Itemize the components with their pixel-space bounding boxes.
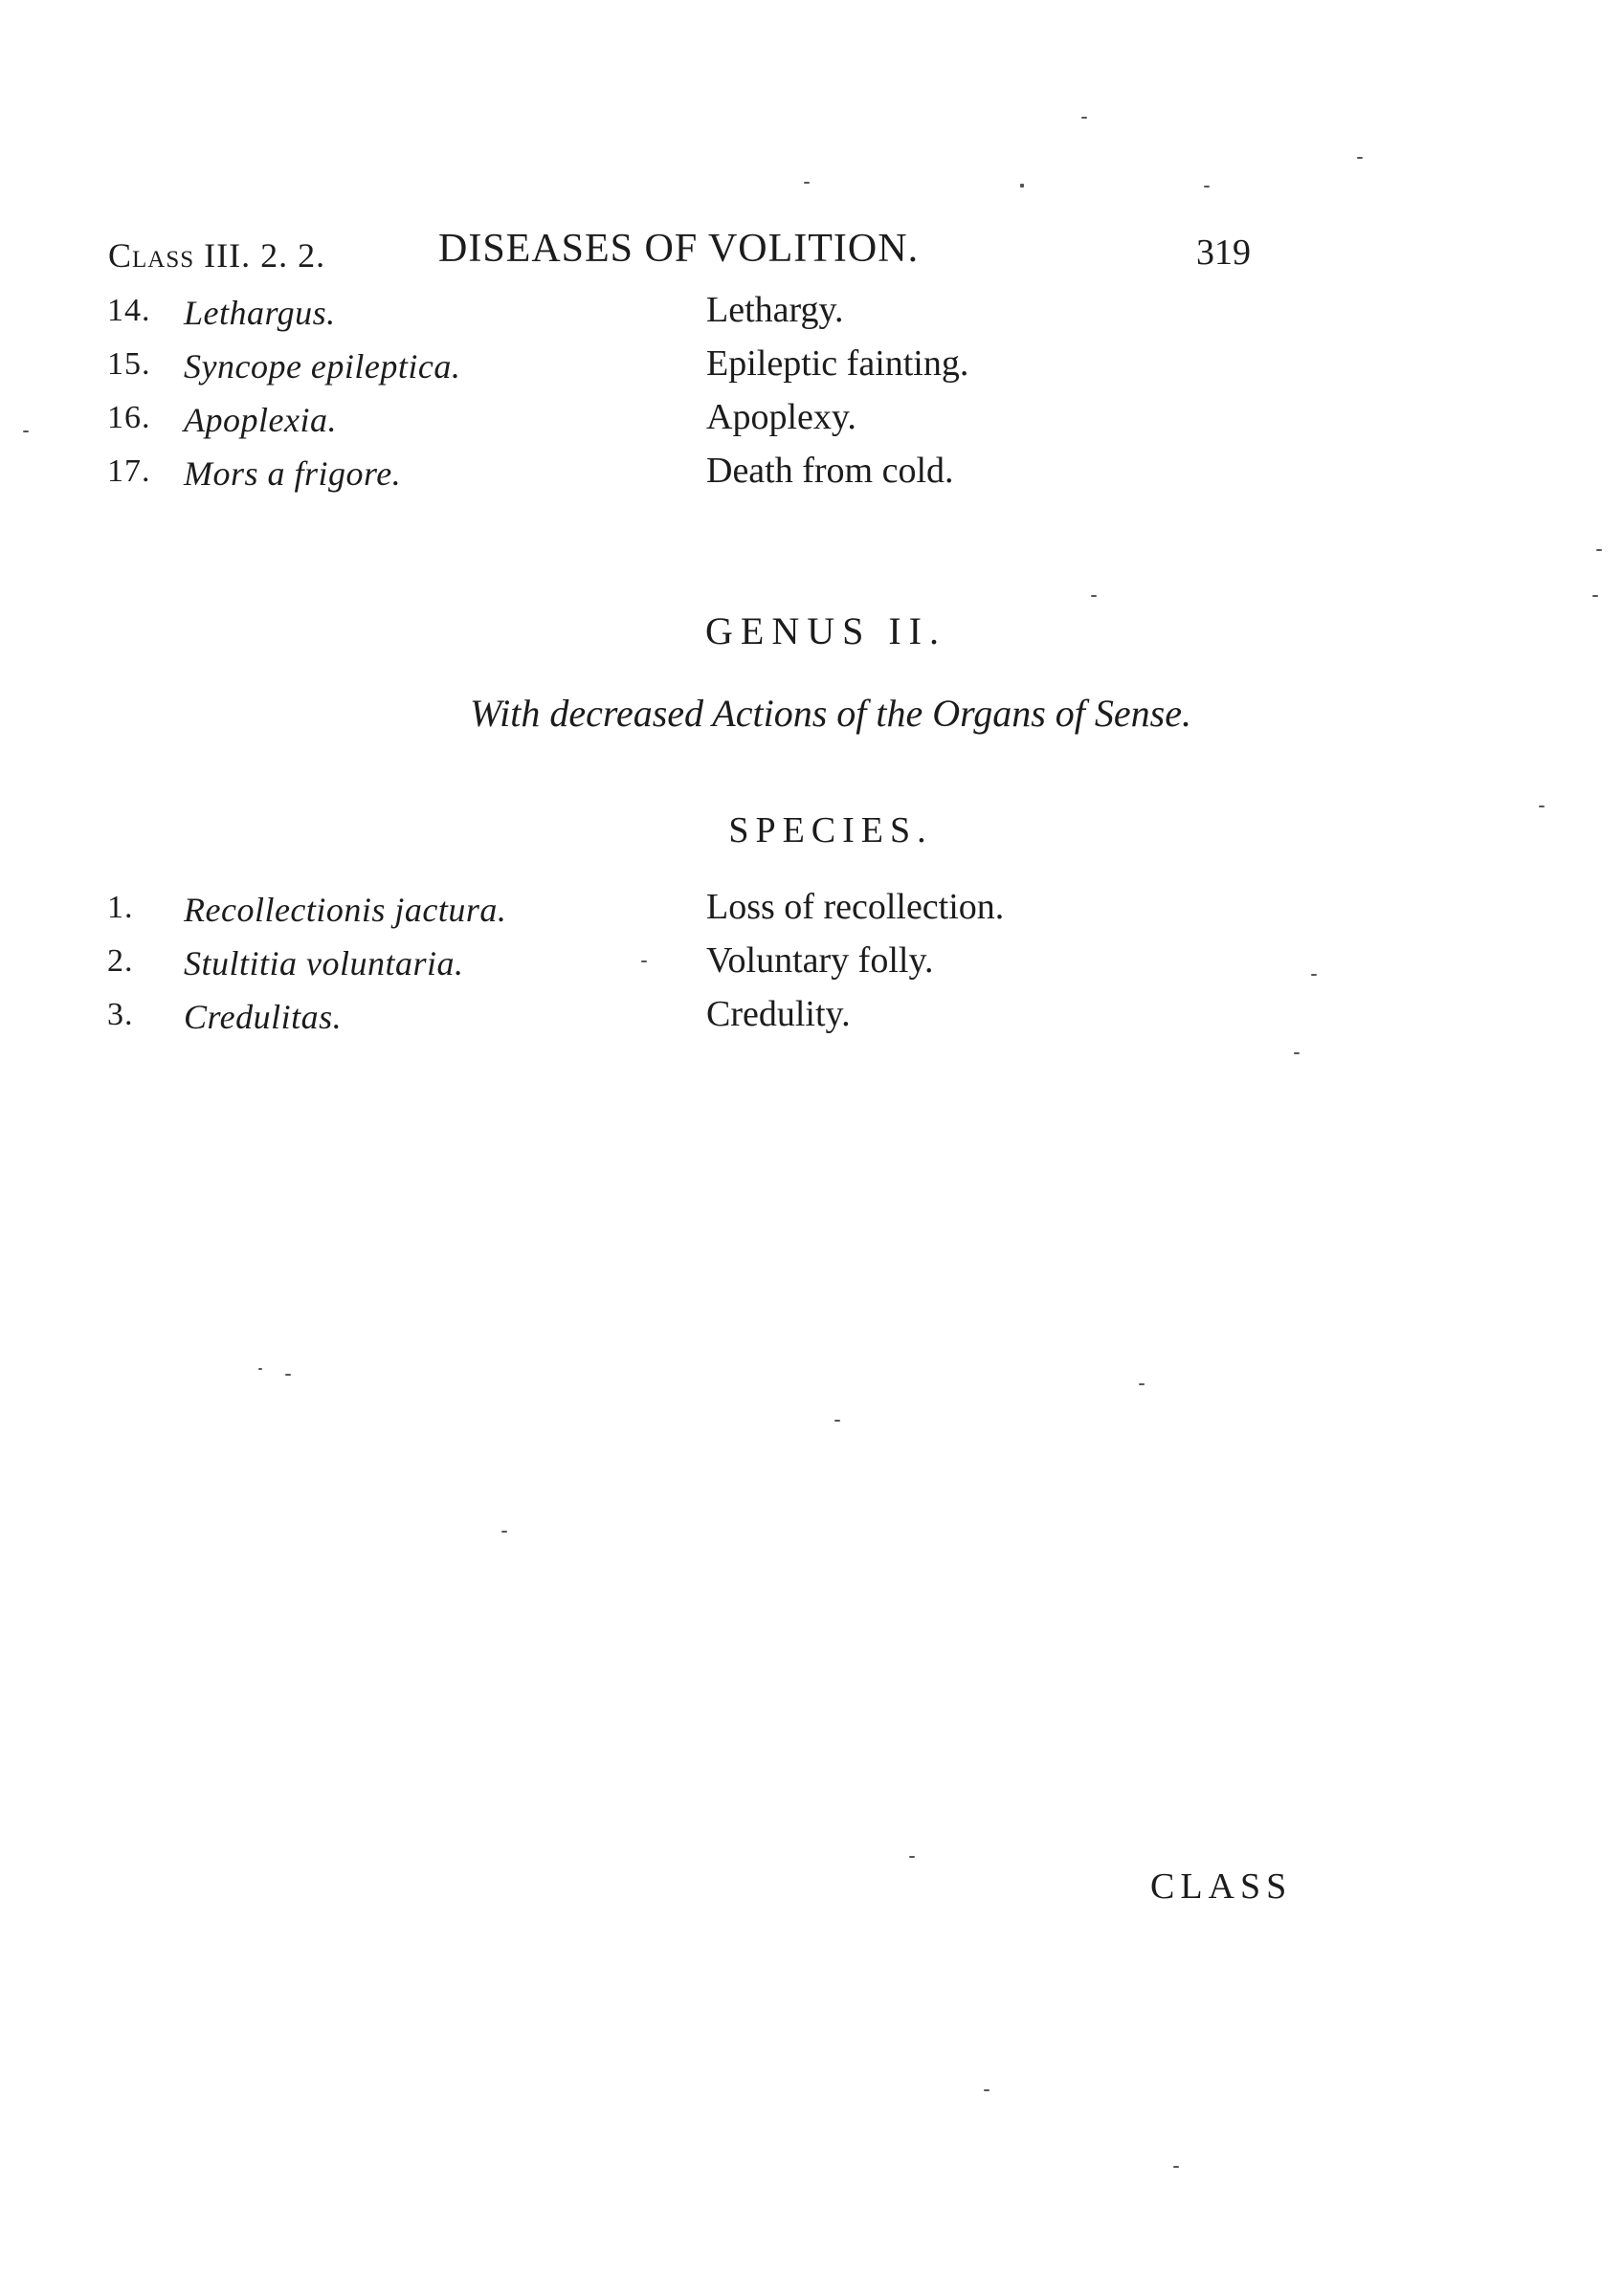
- species-list: [0, 887, 1623, 1050]
- scan-speck: [834, 1420, 840, 1422]
- catchword: CLASS: [1150, 1866, 1293, 1907]
- list-item: [0, 453, 1623, 507]
- english-name: Epileptic fainting.: [706, 343, 969, 384]
- scan-speck: [1173, 2166, 1179, 2168]
- genus-heading: GENUS II.: [705, 609, 946, 652]
- scan-speck: [258, 1368, 262, 1370]
- genus-subtitle: With decreased Actions of the Organs of Sense.: [470, 692, 1191, 735]
- english-name: Apoplexy.: [706, 397, 856, 437]
- item-number: 3.: [107, 997, 134, 1032]
- item-number: 2.: [107, 943, 134, 979]
- scan-speck: [1596, 549, 1602, 551]
- running-head: [0, 226, 1623, 283]
- list-item: [0, 343, 1623, 400]
- english-name: Death from cold.: [706, 451, 954, 491]
- scan-speck: [1204, 186, 1210, 188]
- disease-list-top: [0, 290, 1623, 507]
- scan-speck: [909, 1856, 915, 1858]
- english-name: Voluntary folly.: [706, 940, 934, 981]
- list-item: [0, 994, 1623, 1050]
- latin-name: Recollectionis jactura.: [184, 891, 507, 929]
- scan-speck: [1294, 1052, 1300, 1054]
- item-number: 14.: [107, 293, 151, 328]
- scan-speck: [1539, 806, 1545, 807]
- english-name: Lethargy.: [706, 290, 844, 330]
- class-reference: Class III. 2. 2.: [108, 236, 326, 275]
- scan-speck: [501, 1531, 507, 1533]
- english-name: Credulity.: [706, 994, 851, 1034]
- scan-speck: [1081, 117, 1087, 119]
- latin-name: Mors a frigore.: [184, 454, 402, 493]
- scan-speck: [1139, 1383, 1145, 1385]
- latin-name: Stultitia voluntaria.: [184, 944, 464, 982]
- latin-name: Lethargus.: [184, 294, 336, 332]
- page-title: DISEASES OF VOLITION.: [438, 227, 920, 271]
- latin-name: Syncope epileptica.: [184, 347, 461, 386]
- item-number: 16.: [107, 400, 151, 435]
- page-number: 319: [1196, 232, 1251, 273]
- scan-speck: [1020, 184, 1024, 188]
- list-item: [0, 940, 1623, 997]
- item-number: 15.: [107, 346, 151, 382]
- scan-speck: [285, 1374, 291, 1376]
- list-item: [0, 397, 1623, 453]
- scan-speck: [23, 430, 29, 432]
- scan-speck: [1091, 595, 1097, 597]
- item-number: 1.: [107, 890, 134, 925]
- scan-speck: [1357, 157, 1363, 159]
- english-name: Loss of recollection.: [706, 887, 1005, 927]
- list-item: [0, 290, 1623, 346]
- scan-speck: [1311, 974, 1317, 976]
- scan-speck: [1592, 595, 1598, 597]
- latin-name: Credulitas.: [184, 998, 343, 1036]
- scan-speck: [641, 960, 647, 962]
- scan-speck: [984, 2089, 989, 2091]
- latin-name: Apoplexia.: [184, 401, 337, 439]
- species-heading: SPECIES.: [728, 810, 933, 850]
- scan-speck: [804, 182, 810, 184]
- item-number: 17.: [107, 453, 151, 489]
- list-item: [0, 887, 1623, 943]
